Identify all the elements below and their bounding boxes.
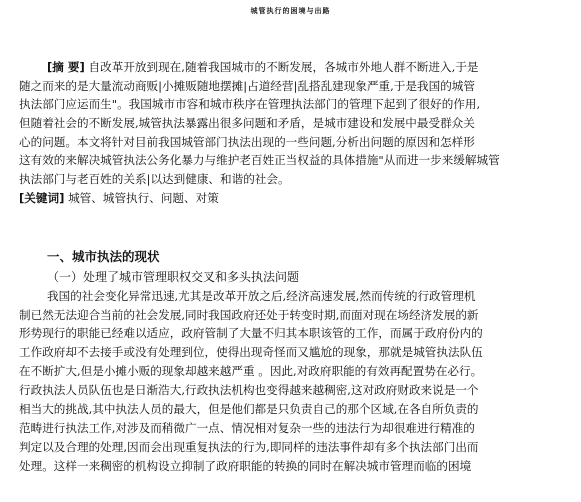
body-line-7: 相当大的挑战,其中执法人员的最大，但是他们都是只负责自己的那个区域,在各自所负责的 [19, 402, 479, 416]
body-line-6: 行政执法人员队伍也是日渐浩大,行政执法机构也变得越来越稠密,这对政府财政来说是一个 [19, 383, 479, 397]
abstract-line-3: 执法部门应运而生"。我国城市市容和城市秩序在管理执法部门的管理下起到了很好的作用, [19, 97, 481, 111]
body-line-1: 我国的社会变化异常迅速,尤其是改革开放之后,经济高速发展,然而传统的行政管理机 [47, 289, 476, 303]
abstract-line-1 [47, 59, 478, 76]
body-line-3: 形势现行的职能已经难以适应，政府管制了大量不归其本职该管的工作，而属于政府份内的 [19, 326, 483, 340]
body-line-5: 在不断扩大,但是小摊小贩的现象却越来越严重 。因此,对政府职能的有效再配置势在必行。 [19, 364, 483, 378]
body-line-10: 处理。这样一来稠密的机构设立抑制了政府职能的转换的同时在解决城市管理而临的困境 [19, 459, 472, 473]
section-heading: 一、城市执法的现状 [47, 249, 160, 264]
abstract-line-2: 随之而来的是大量流动商贩|小摊贩随地摆摊|占道经营|乱搭乱建现象严重,于是我国的城管 [19, 79, 475, 93]
abstract-line-6: 这有效的来解决城管执法公务化暴力与维护老百姓正当权益的具体措施"从而进一步来缓解城管 [19, 153, 500, 167]
keywords-line [19, 190, 219, 207]
keywords-text: 城管、城管执行、问题、对策 [68, 191, 219, 205]
abstract-line-5: 心的问题。本文将针对目前我国城管部门执法出现的一些问题,分析出问题的原因和怎样形 [19, 135, 475, 149]
document-title: 城管执行的困境与出路 [250, 7, 331, 15]
abstract-label: [摘 要] [47, 60, 85, 74]
abstract-text-1: 自改革开放到现在,随着我国城市的不断发展，各城市外地人群不断进入,于是 [88, 60, 479, 74]
body-line-9: 判定以及合理的处理,因而会出现重复执法的行为,即同样的违法事件却有多个执法部门出而 [19, 440, 479, 454]
abstract-line-7: 执法部门与老百姓的关系|以达到健康、和谐的社会。 [19, 172, 290, 186]
body-line-8: 范畴进行执法工作,对涉及而稍微广一点、情况相对复杂一些的违法行为却很难进行精准的 [19, 421, 475, 435]
body-line-4: 工作政府却不去接手或没有处理到位，使得出现奇怪而又尴尬的现象，那就是城管执法队伍 [19, 345, 483, 359]
body-line-2: 制已然无法迎合当前的社会发展,同时我国政府还处于转变时期,而面对现在场经济发展的新 [19, 308, 479, 322]
keywords-label: [关键词] [19, 191, 65, 205]
abstract-line-4: 但随着社会的不断发展,城管执法暴露出很多问题和矛盾，是城市建设和发展中最受群众关 [19, 116, 475, 130]
section-subheading: （一）处理了城市管理职权交叉和多头执法问题 [47, 270, 300, 284]
